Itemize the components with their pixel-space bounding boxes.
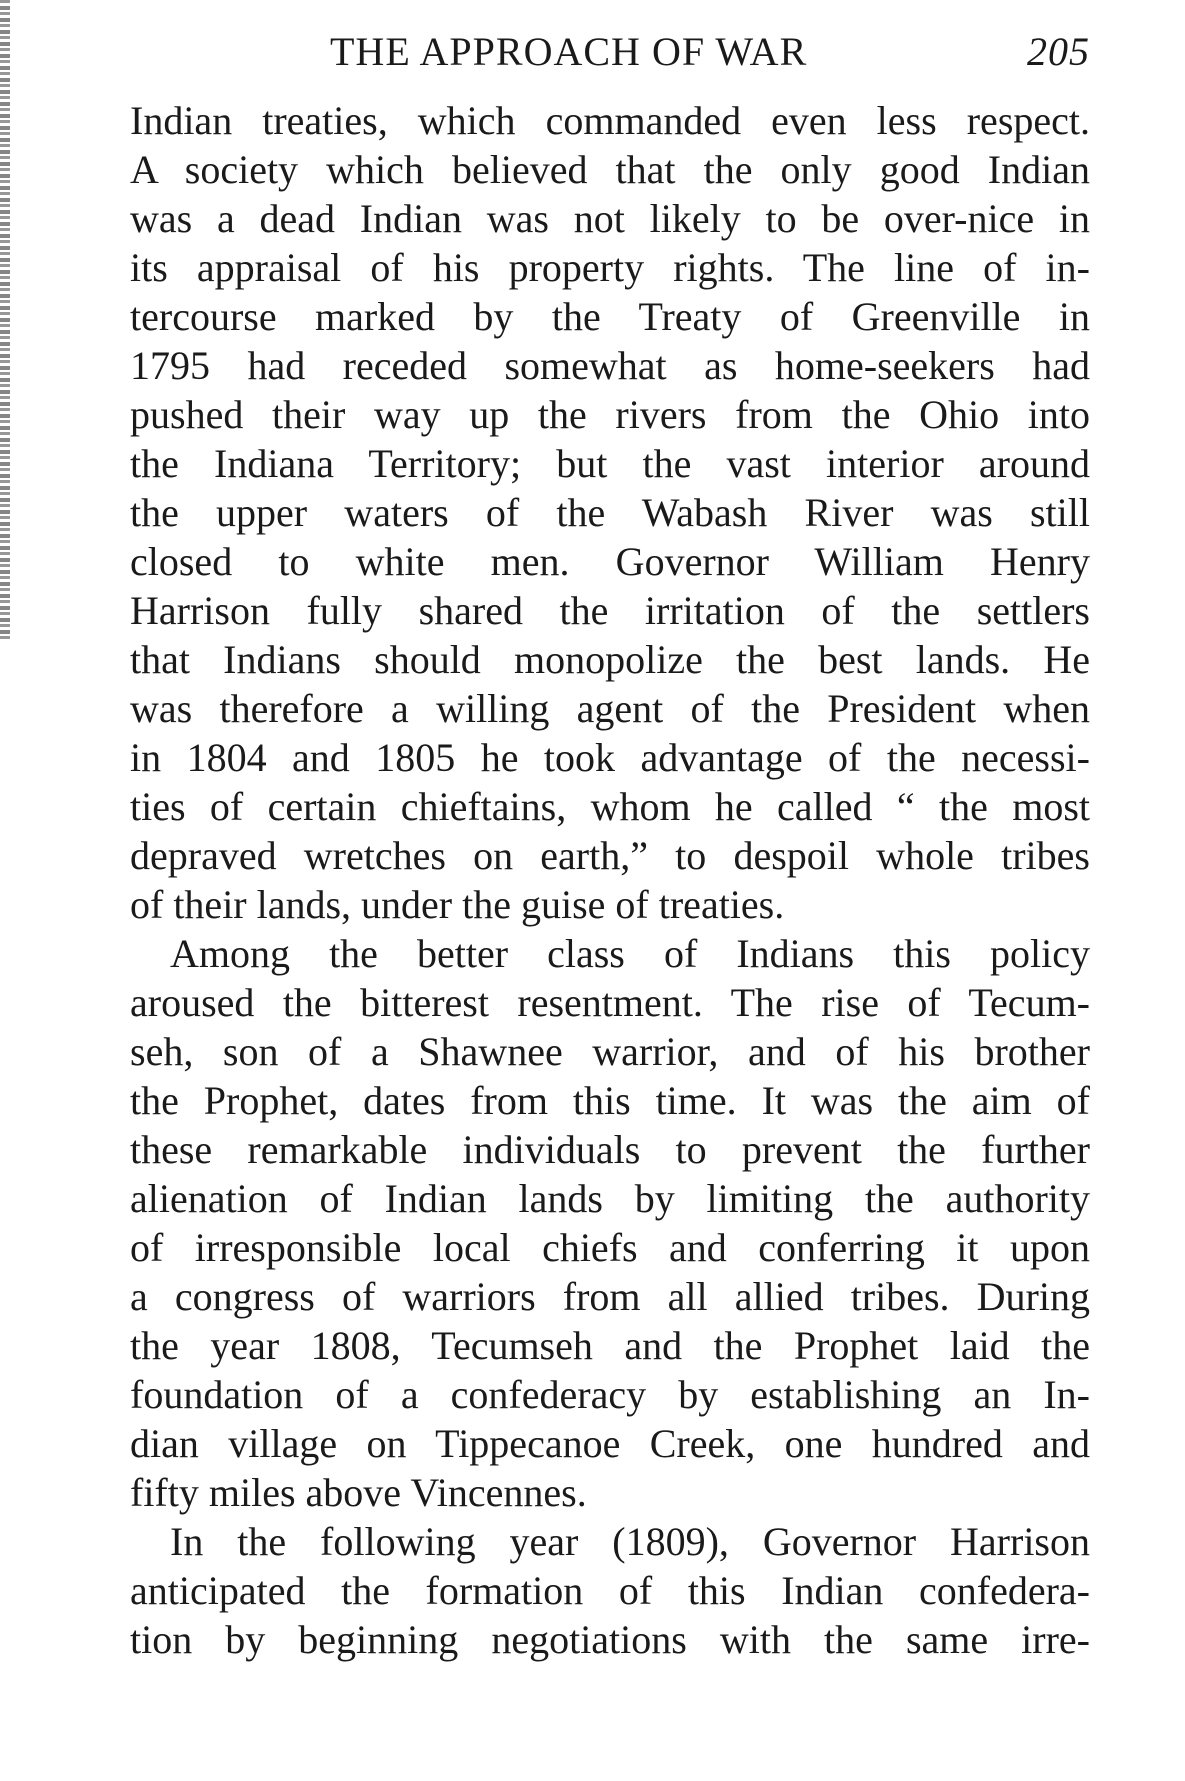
paragraph-2 — [130, 929, 1090, 1517]
text-line: was a dead Indian was not likely to be over-nice in — [130, 196, 1090, 241]
text-line: pushed their way up the rivers from the Ohio into — [130, 392, 1090, 437]
text-line: its appraisal of his property rights. The line of in- — [130, 245, 1090, 290]
text-line: tion by beginning negotiations with the same irre- — [130, 1617, 1090, 1662]
text-line: the year 1808, Tecumseh and the Prophet laid the — [130, 1323, 1090, 1368]
text-line: dian village on Tippecanoe Creek, one hundred and — [130, 1421, 1090, 1466]
text-line: alienation of Indian lands by limiting the authority — [130, 1176, 1090, 1221]
text-line: these remarkable individuals to prevent the further — [130, 1127, 1090, 1172]
text-line: 1795 had receded somewhat as home-seekers had — [130, 343, 1090, 388]
text-line: was therefore a willing agent of the President when — [130, 686, 1090, 731]
text-line: depraved wretches on earth,” to despoil whole tribes — [130, 833, 1090, 878]
text-line: aroused the bitterest resentment. The rise of Tecum- — [130, 980, 1090, 1025]
text-line: anticipated the formation of this Indian confedera- — [130, 1568, 1090, 1613]
text-line: of their lands, under the guise of treaties. — [130, 882, 785, 927]
running-title: THE APPROACH OF WAR — [330, 29, 808, 74]
text-line: a congress of warriors from all allied tribes. During — [130, 1274, 1090, 1319]
text-line: the upper waters of the Wabash River was still — [130, 490, 1090, 535]
body-text — [130, 96, 1090, 1664]
text-line: In the following year (1809), Governor Harrison — [170, 1519, 1090, 1564]
paragraph-3 — [130, 1517, 1090, 1664]
text-line: that Indians should monopolize the best lands. He — [130, 637, 1090, 682]
running-head — [330, 28, 1090, 78]
binding-edge — [0, 0, 10, 640]
text-line: ties of certain chieftains, whom he called “ the most — [130, 784, 1090, 829]
text-line: fifty miles above Vincennes. — [130, 1470, 587, 1515]
text-line: seh, son of a Shawnee warrior, and of his brother — [130, 1029, 1090, 1074]
text-line: closed to white men. Governor William Henry — [130, 539, 1090, 584]
text-line: A society which believed that the only good Indian — [130, 147, 1090, 192]
text-line: of irresponsible local chiefs and conferring it upon — [130, 1225, 1090, 1270]
text-line: foundation of a confederacy by establishing an In- — [130, 1372, 1090, 1417]
text-line: the Prophet, dates from this time. It was the aim of — [130, 1078, 1090, 1123]
text-line: Indian treaties, which commanded even less respect. — [130, 98, 1090, 143]
text-line: Among the better class of Indians this policy — [170, 931, 1090, 976]
page-number: 205 — [1027, 29, 1090, 74]
text-line: the Indiana Territory; but the vast interior around — [130, 441, 1090, 486]
text-line: Harrison fully shared the irritation of the settlers — [130, 588, 1090, 633]
text-line: in 1804 and 1805 he took advantage of the necessi- — [130, 735, 1090, 780]
paragraph-1 — [130, 96, 1090, 929]
text-line: tercourse marked by the Treaty of Greenville in — [130, 294, 1090, 339]
